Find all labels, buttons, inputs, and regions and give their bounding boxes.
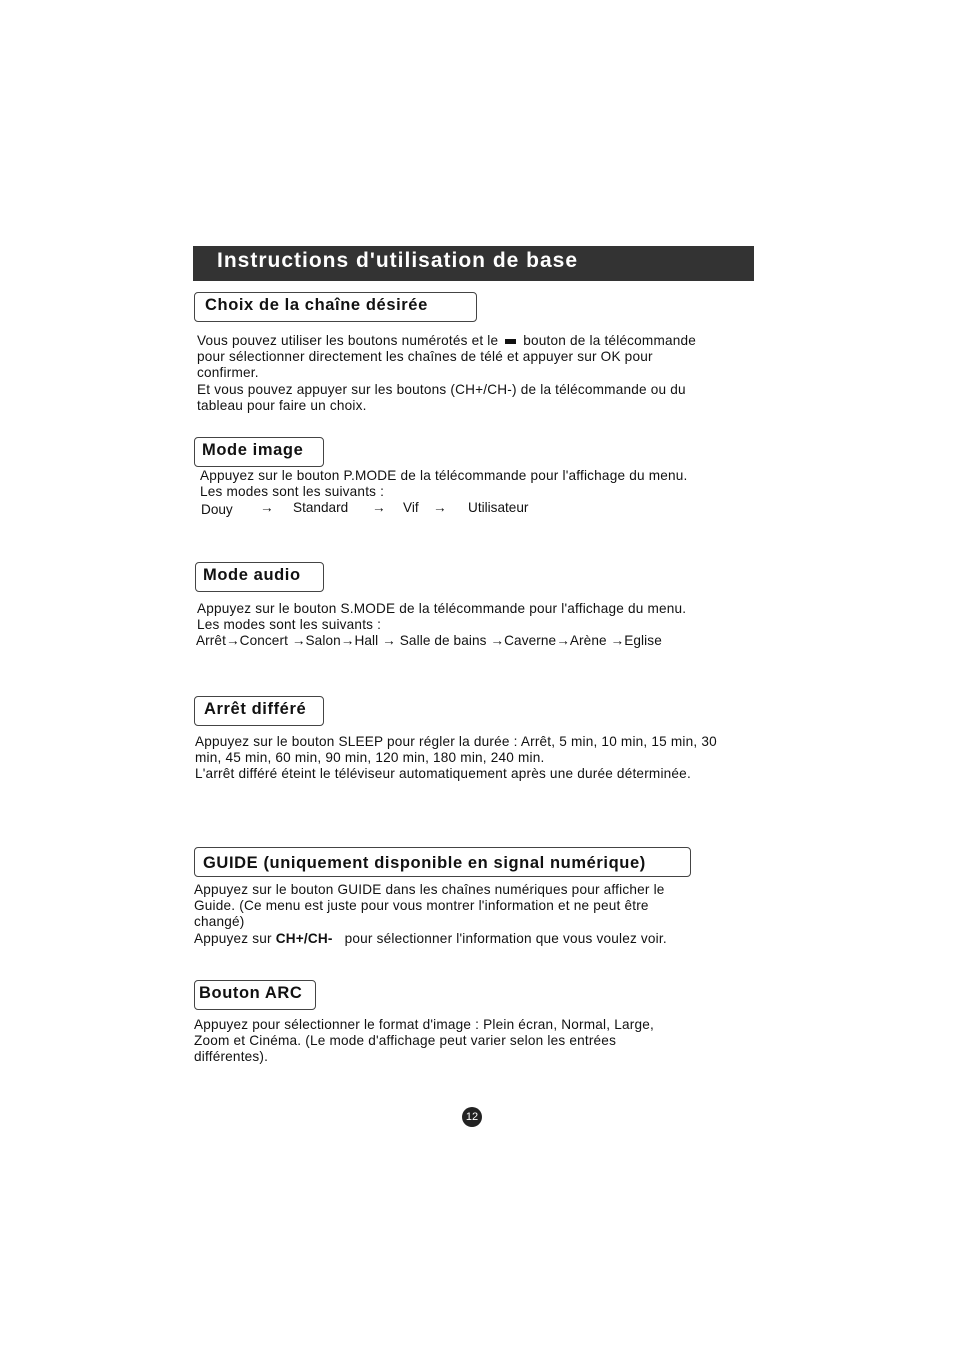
section-title-arc: Bouton ARC [199, 984, 303, 1002]
section-title-box-choix [194, 292, 477, 322]
section-title-mode-audio: Mode audio [203, 566, 301, 584]
paragraph-choix [197, 333, 696, 414]
text-line: différentes). [194, 1049, 269, 1065]
text-line: Les modes sont les suivants : [200, 484, 385, 500]
text-line: min, 45 min, 60 min, 90 min, 120 min, 180 min, 240 min. [195, 750, 545, 766]
text-fragment: Appuyez sur [194, 930, 272, 946]
text-line: Appuyez sur le bouton S.MODE de la télécommande pour l'affichage du menu. [197, 601, 687, 616]
text-line: Appuyez pour sélectionner le format d'image : Plein écran, Normal, Large, [194, 1017, 654, 1032]
text-fragment: bouton de la télécommande [523, 333, 697, 348]
paragraph-arret [195, 734, 717, 783]
paragraph-guide [194, 882, 667, 947]
text-line: changé) [194, 914, 245, 930]
text-line: Appuyez sur le bouton P.MODE de la télécommande pour l'affichage du menu. [200, 468, 688, 483]
text-fragment: pour sélectionner l'information que vous voulez voir. [344, 930, 667, 946]
text-line: Arrêt→Concert →Salon→Hall → Salle de bains →Caverne→Arène →Eglise [196, 633, 662, 648]
text-line: Guide. (Ce menu est juste pour vous montrer l'information et ne peut être [194, 898, 649, 914]
arrow-right-icon: → [433, 500, 447, 515]
page-title: Instructions d'utilisation de base [217, 249, 579, 272]
mode-item: Douy [201, 502, 233, 517]
section-title-box-mode-image [194, 437, 324, 467]
arrow-right-icon: → [260, 500, 274, 515]
paragraph-mode-audio [197, 601, 686, 633]
text-line: Appuyez sur le bouton GUIDE dans les chaînes numériques pour afficher le [194, 882, 665, 897]
text-line: Les modes sont les suivants : [197, 617, 382, 633]
mode-item: Vif [403, 500, 419, 515]
image-modes-sequence [0, 500, 954, 520]
audio-modes-sequence [196, 633, 662, 649]
page-number: 12 [462, 1107, 482, 1127]
section-title-arret: Arrêt différé [204, 700, 307, 718]
mode-item: Standard [293, 500, 349, 515]
text-line [194, 931, 667, 947]
ch-button-label: CH+/CH- [275, 930, 333, 946]
section-title-box-arret [194, 696, 324, 726]
section-title-box-guide [194, 847, 691, 877]
text-line: L'arrêt différé éteint le téléviseur automatiquement après une durée déterminée. [195, 766, 691, 782]
section-title-guide: GUIDE (uniquement disponible en signal numérique) [203, 854, 646, 872]
paragraph-arc [194, 1017, 654, 1066]
mode-item: Utilisateur [468, 500, 529, 515]
text-line [197, 333, 696, 349]
arrow-right-icon: → [372, 500, 386, 515]
text-line: Appuyez sur le bouton SLEEP pour régler la durée : Arrêt, 5 min, 10 min, 15 min, 30 [195, 734, 717, 749]
text-line: Et vous pouvez appuyer sur les boutons (CH+/CH-) de la télécommande ou du [197, 381, 686, 397]
section-title-choix: Choix de la chaîne désirée [205, 296, 428, 314]
minus-button-icon [505, 339, 516, 344]
text-line: tableau pour faire un choix. [197, 397, 367, 413]
text-line: pour sélectionner directement les chaînes de télé et appuyer sur OK pour [197, 349, 653, 365]
page-header-banner [193, 246, 754, 281]
paragraph-mode-image [200, 468, 687, 500]
section-title-box-mode-audio [195, 562, 324, 592]
text-fragment: Vous pouvez utiliser les boutons numérotés et le [197, 333, 499, 348]
section-title-box-arc [194, 980, 316, 1010]
section-title-mode-image: Mode image [202, 441, 304, 459]
text-line: confirmer. [197, 365, 259, 381]
text-line: Zoom et Cinéma. (Le mode d'affichage peut varier selon les entrées [194, 1033, 617, 1049]
